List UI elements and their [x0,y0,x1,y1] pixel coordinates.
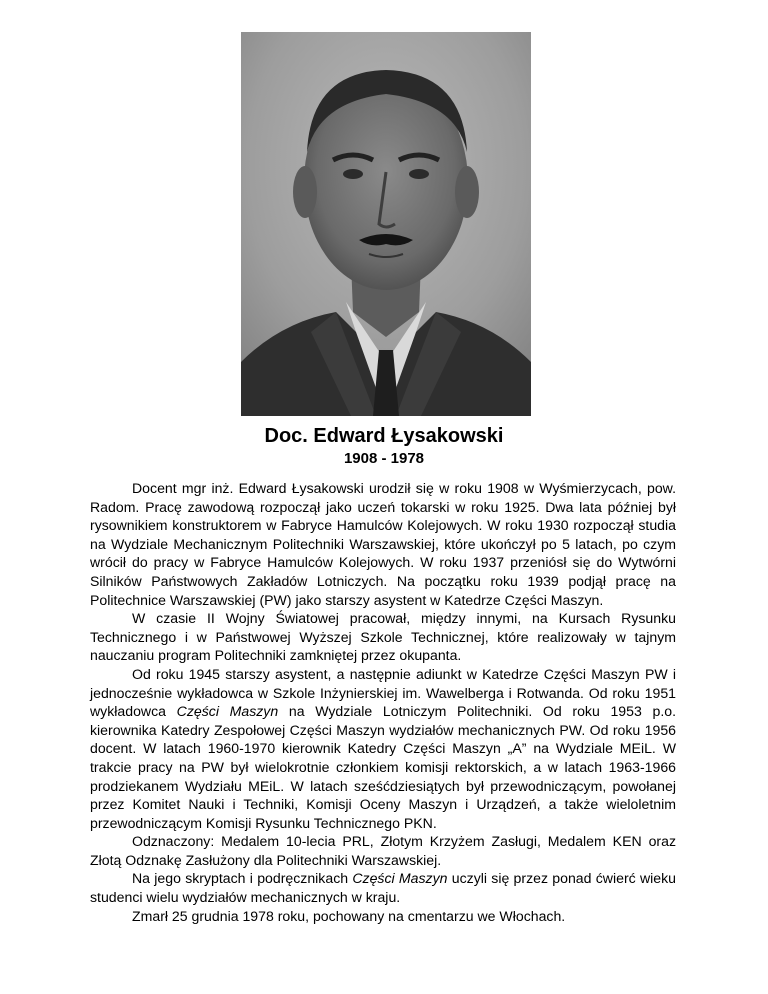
paragraph-text: Na jego skryptach i podręcznikach [132,870,353,887]
italic-title: Części Maszyn [176,703,279,720]
biography-paragraph [90,665,676,832]
life-years: 1908 - 1978 [343,450,425,467]
biography-text [90,479,676,925]
portrait-photo [241,32,531,416]
paragraph-text: Odznaczony: Medalem 10-lecia PRL, Złotym Krzyżem Zasługi, Medalem KEN oraz Złotą Odznakę Zasłużony dla Politechniki Warszawskiej. [90,833,676,868]
person-name: Doc. Edward Łysakowski [264,425,504,447]
paragraph-text: Docent mgr inż. Edward Łysakowski urodził się w roku 1908 w Wyśmierzycach, pow. Radom. Pracę zawodową rozpoczął jako uczeń tokarski w roku 1925. Dwa lata później był rysownikiem konstruktorem w Fabryce Hamulców Kolejowych. W roku 1930 rozpoczął studia na Wydziale Mechanicznym Politechniki Warszawskiej, które ukończył po 5 latach, po czym wrócił do pracy w Fabryce Hamulców Kolejowych. W roku 1937 przeniósł się do Wytwórni Silników Państwowych Zakładów Lotniczych. Na początku roku 1939 podjął pracę na Politechnice Warszawskiej (PW) jako starszy asystent w Katedrze Części Maszyn. [90,480,676,608]
biography-paragraph [90,609,676,665]
portrait-image [241,32,531,416]
paragraph-text: Od roku 1945 starszy asystent, a następnie adiunkt w Katedrze Części Maszyn PW i jednocześnie wykładowca w Szkole Inżynierskiej im. Wawelberga i Rotwanda. Od roku 1951 wykładowca [90,665,676,720]
biography-paragraph [90,479,676,609]
biography-paragraph [90,869,676,906]
paragraph-text: Zmarł 25 grudnia 1978 roku, pochowany na cmentarzu we Włochach. [132,907,566,924]
italic-title: Części Maszyn [352,870,448,887]
paragraph-text: W czasie II Wojny Światowej pracował, między innymi, na Kursach Rysunku Technicznego i w Państwowej Wyższej Szkole Technicznej, które realizowały w tajnym nauczaniu program Politechniki zamkniętej przez okupanta. [90,610,676,664]
paragraph-text: uczyli się przez ponad ćwierć wieku studenci wielu wydziałów mechanicznych w kraju. [90,870,676,906]
biography-paragraph [90,832,676,869]
paragraph-text: na Wydziale Lotniczym Politechniki. Od roku 1953 p.o. kierownika Katedry Zespołowej Części Maszyn wydziałów mechanicznych PW. Od roku 1956 docent. W latach 1960-1970 kierownik Katedry Części Maszyn „A” na Wydziale MEiL. W trakcie pracy na PW był wielokrotnie członkiem komisji rektorskich, a w latach 1963-1966 prodziekanem Wydziału MEiL. W latach sześćdziesiątych był przewodniczącym, powołanej przez Komitet Nauki i Techniki, Komisji Oceny Maszyn i Urządzeń, a także wieloletnim przewodniczącym Komisji Rysunku Technicznego PKN. [90,703,677,831]
biography-paragraph [90,907,676,926]
